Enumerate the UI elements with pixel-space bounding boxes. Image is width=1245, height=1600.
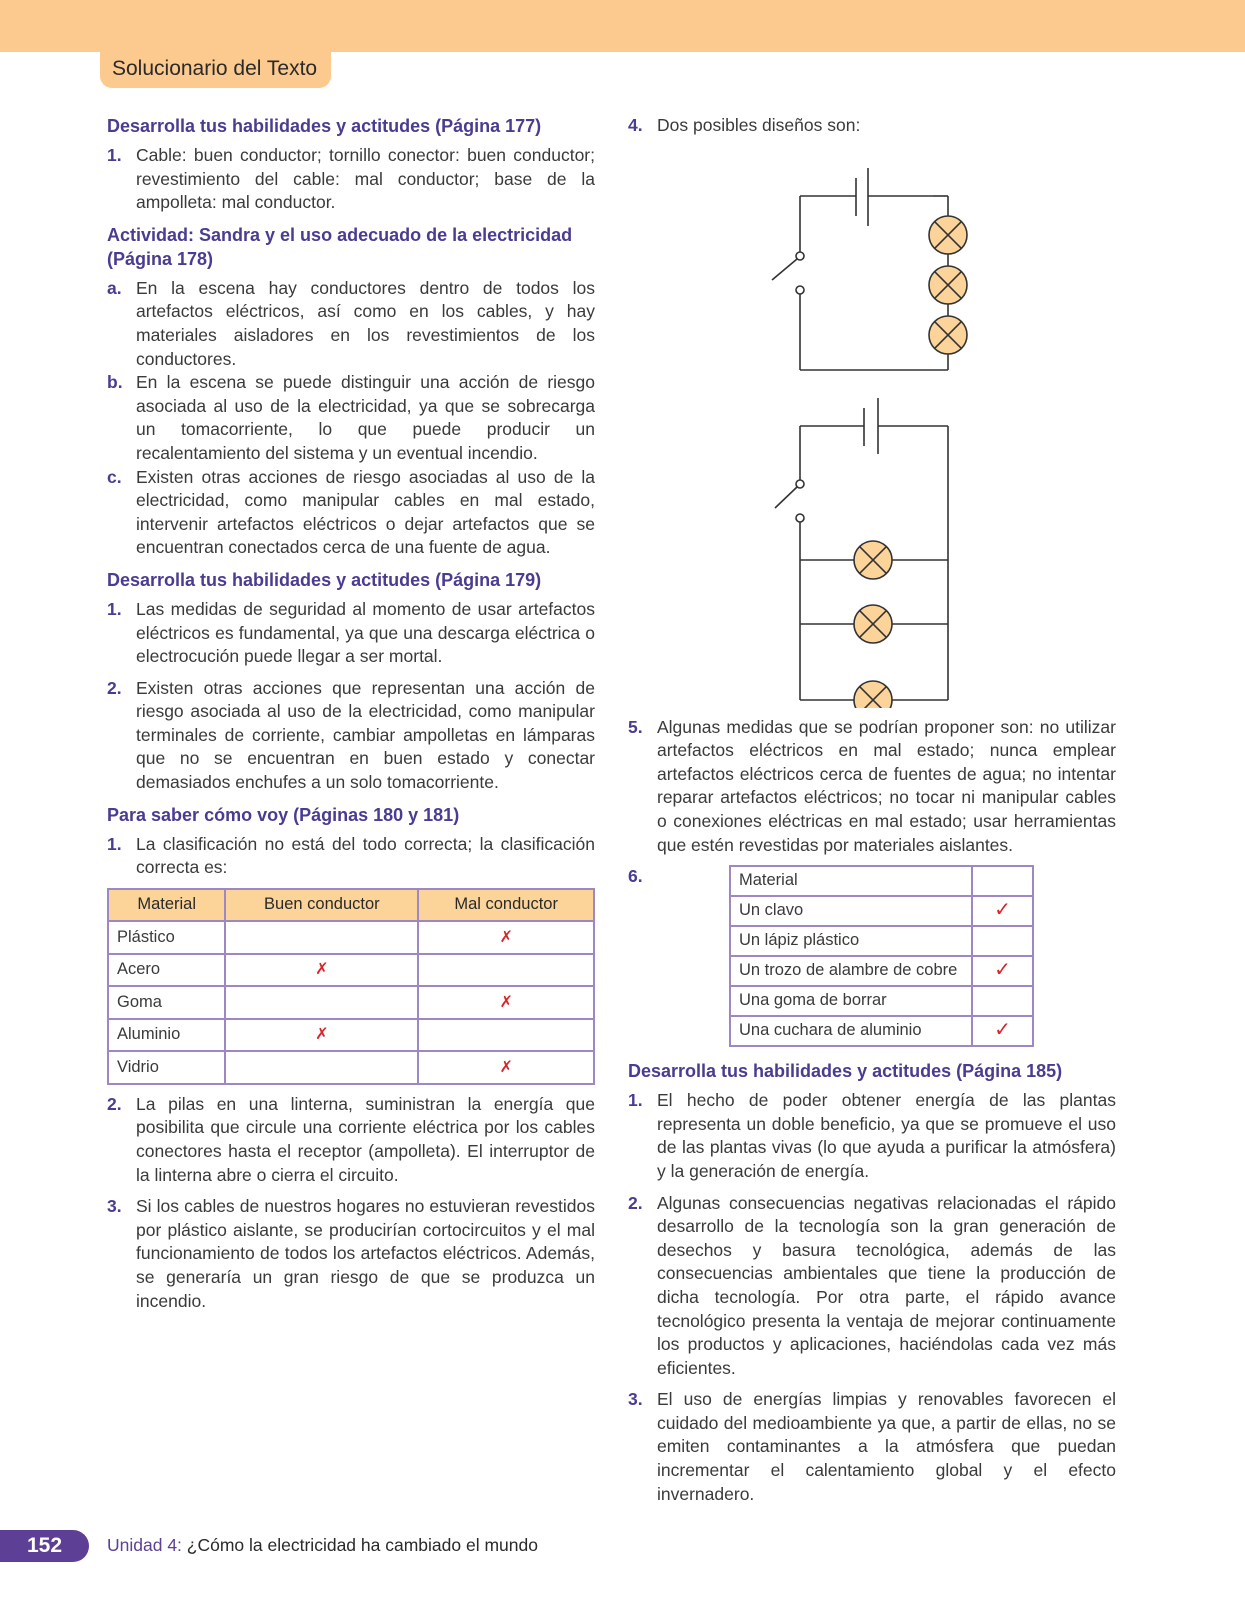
column-header: Buen conductor <box>225 889 418 922</box>
bulb-icon <box>854 605 892 643</box>
unit-label: Unidad 4: <box>107 1535 182 1555</box>
table-cell: Una goma de borrar <box>730 986 972 1016</box>
list-item: 4. Dos posibles diseños son: <box>628 115 861 135</box>
cross-mark: ✗ <box>225 1019 418 1052</box>
list-item: 1. Las medidas de seguridad al momento de usar artefactos eléctricos es fundamental, ya que una descarga eléctrica o electrocución puede llegar a ser mortal. <box>107 598 595 667</box>
table-cell: Un trozo de alambre de cobre <box>730 956 972 986</box>
list-item: 3. El uso de energías limpias y renovables favorecen el cuidado del medioambiente ya que, a partir de ellas, no se emiten contaminantes a la atmósfera que puedan incrementar el calentamiento global y el efecto invernadero. <box>628 1389 1116 1504</box>
table-row <box>730 986 1033 1016</box>
footer-unit <box>107 1535 538 1556</box>
cross-mark <box>418 1019 594 1052</box>
page-number: 152 <box>0 1530 89 1562</box>
cross-mark: ✗ <box>225 954 418 987</box>
left-column <box>107 114 595 1321</box>
section-heading: Desarrolla tus habilidades y actitudes (Página 177) <box>107 116 542 136</box>
list-item: 1. Cable: buen conductor; tornillo conector: buen conductor; revestimiento del cable: mal conductor; base de la ampolleta: mal conductor. <box>107 145 595 213</box>
table-row <box>108 921 594 954</box>
list-item: a. En la escena hay conductores dentro de todos los artefactos eléctricos, así como en los cables, y hay materiales aisladores en los revestimientos de los conductores. <box>107 277 595 369</box>
table-row <box>108 954 594 987</box>
table-cell: Una cuchara de aluminio <box>730 1016 972 1046</box>
table-row <box>730 1016 1033 1046</box>
section-heading: Desarrolla tus habilidades y actitudes (Página 179) <box>107 569 542 590</box>
table-cell: Un lápiz plástico <box>730 926 972 956</box>
table-cell: Plástico <box>108 921 225 954</box>
table-row <box>108 1051 594 1084</box>
column-header: Material <box>108 889 225 922</box>
list-item: b. En la escena se puede distinguir una acción de riesgo asociada al uso de la electricidad, ya que se sobrecarga un tomacorriente, lo que puede producir un recalentamiento del sistema y un eventual incendio. <box>107 372 595 463</box>
unit-title: ¿Cómo la electricidad ha cambiado el mundo <box>186 1535 538 1555</box>
material-table <box>729 865 1034 1047</box>
list-item: 6. Material Un clavo ✓ Un lápiz plástico Un trozo de alambre de cobre ✓ Una goma de borrar Una cuchara de aluminio ✓ <box>628 865 1116 1047</box>
table-row <box>108 1019 594 1052</box>
cross-mark: ✗ <box>418 921 594 954</box>
conductor-table <box>107 888 595 1085</box>
cross-mark: ✗ <box>418 986 594 1019</box>
check-mark: ✓ <box>972 1016 1033 1046</box>
cross-mark <box>225 921 418 954</box>
bulb-icon <box>929 216 967 254</box>
check-mark: ✓ <box>972 956 1033 986</box>
cross-mark <box>225 1051 418 1084</box>
check-mark: ✓ <box>972 896 1033 926</box>
check-mark <box>972 926 1033 956</box>
table-header-row <box>108 889 594 922</box>
cross-mark: ✗ <box>418 1051 594 1084</box>
table-cell: Aluminio <box>108 1019 225 1052</box>
table-cell: Acero <box>108 954 225 987</box>
series-circuit <box>772 168 967 370</box>
list-item: c. Existen otras acciones de riesgo asociadas al uso de la electricidad, como manipular cables en mal estado, intervenir artefactos eléctricos o dejar artefactos que se encuentran conectados cerca de una fuente de agua. <box>107 466 595 558</box>
table-row <box>730 866 1033 896</box>
table-cell: Vidrio <box>108 1051 225 1084</box>
circuit-diagrams <box>628 148 1116 708</box>
section-heading: Desarrolla tus habilidades y actitudes (Página 185) <box>628 1061 1063 1082</box>
section-heading: Actividad: Sandra y el uso adecuado de la electricidad (Página 178) <box>107 224 573 269</box>
table-row <box>730 896 1033 926</box>
table-row <box>730 926 1033 956</box>
section-heading: Para saber cómo voy (Páginas 180 y 181) <box>107 804 460 825</box>
table-row <box>730 956 1033 986</box>
list-item: 1. El hecho de poder obtener energía de las plantas representa un doble beneficio, ya que se promueve el uso de las plantas vivas (lo que ayuda a purificar la atmósfera) y la generación de energía. <box>628 1090 1116 1181</box>
right-column <box>628 114 1116 1514</box>
header-band <box>0 0 1245 52</box>
bulb-icon <box>929 316 967 354</box>
table-row <box>108 986 594 1019</box>
header-title: Solucionario del Texto <box>100 52 331 88</box>
table-cell: Goma <box>108 986 225 1019</box>
table-cell: Material <box>730 866 972 896</box>
bulb-icon <box>854 541 892 579</box>
list-item: 2. Algunas consecuencias negativas relacionadas el rápido desarrollo de la tecnología son la gran generación de desechos y basura tecnológica, además de las consecuencias ambientales que tiene la producción de dicha tecnología. Por otra parte, el rápido avance tecnológico presenta la ventaja de mejorar continuamente los productos y aplicaciones, haciéndolas cada vez más eficientes. <box>628 1192 1116 1378</box>
check-mark <box>972 866 1033 896</box>
list-item: 1. La clasificación no está del todo correcta; la clasificación correcta es: <box>107 833 595 878</box>
cross-mark <box>418 954 594 987</box>
column-header: Mal conductor <box>418 889 594 922</box>
table-cell: Un clavo <box>730 896 972 926</box>
list-item: 2. La pilas en una linterna, suministran la energía que posibilita que circule una corriente eléctrica por los cables conectores hasta el receptor (ampolleta). El interruptor de la linterna abre o cierra el circuito. <box>107 1093 595 1185</box>
parallel-circuit <box>775 398 948 708</box>
bulb-icon <box>929 266 967 304</box>
list-item: 2. Existen otras acciones que representan una acción de riesgo asociada al uso de la electricidad, como manipular terminales de corriente, cambiar ampolletas en lámparas que no se encuentran en buen estado y conectar demasiados enchufes a un solo tomacorriente. <box>107 677 595 793</box>
cross-mark <box>225 986 418 1019</box>
bulb-icon <box>854 681 892 708</box>
list-item: 3. Si los cables de nuestros hogares no estuvieran revestidos por plástico aislante, se producirían cortocircuitos y el mal funcionamiento de todos los artefactos eléctricos. Además, se generaría un gran riesgo de que se produzca un incendio. <box>107 1196 595 1311</box>
list-item: 5. Algunas medidas que se podrían proponer son: no utilizar artefactos eléctricos en mal estado; nunca emplear artefactos eléctricos cerca de fuentes de agua; no intentar reparar artefactos eléctricos; no tocar ni manipular cables o conexiones eléctricas en mal estado; usar herramientas que estén revestidas por materiales aislantes. <box>628 716 1116 855</box>
check-mark <box>972 986 1033 1016</box>
